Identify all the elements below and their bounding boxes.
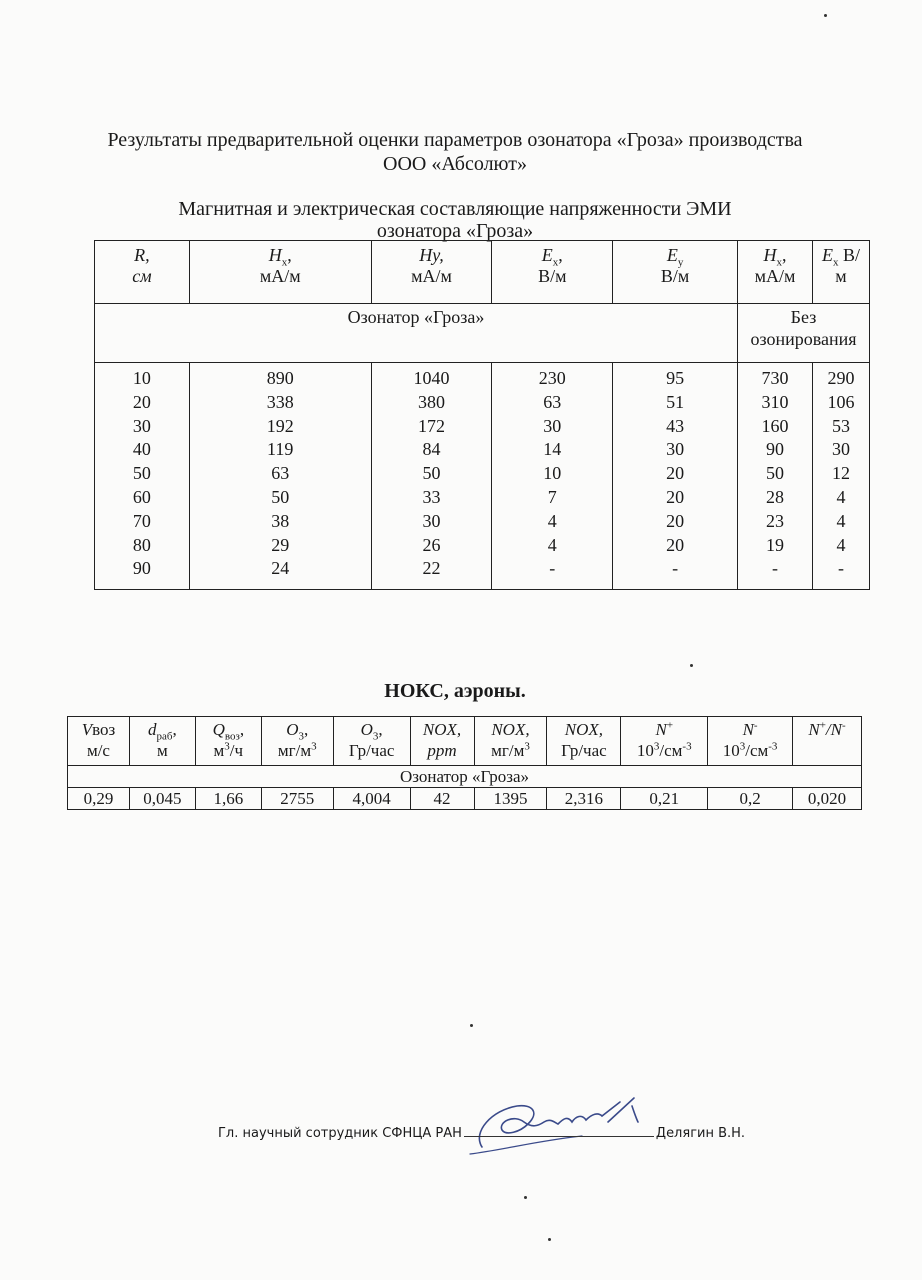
emi-cell-value: 20: [666, 510, 685, 531]
signature-line: [218, 1126, 745, 1141]
emi-cell-value: 192: [266, 415, 294, 436]
scan-speck: [824, 14, 827, 17]
emi-cell-value: -: [549, 558, 556, 579]
emi-cell-value: 60: [132, 486, 151, 507]
emi-cell-value: 10: [543, 463, 562, 484]
emi-cell-value: 20: [666, 463, 685, 484]
scan-speck: [690, 664, 693, 667]
noks-value: 0,29: [68, 788, 130, 810]
emi-cell-value: 30: [666, 439, 685, 460]
emi-cell-value: 730: [761, 368, 789, 388]
header-d: $d_{раб}$, м: [129, 717, 195, 766]
header-n-ratio: N+/N-: [793, 717, 862, 766]
signature-blank: [464, 1136, 654, 1137]
emi-cell-value: 338: [266, 391, 294, 412]
noks-group-row: [68, 766, 862, 788]
emi-cell-value: 4: [547, 510, 557, 531]
header-o3-mg: $O_3$, $мг/м^3$: [261, 717, 333, 766]
group-without-ozonation: Без озонирования: [738, 304, 870, 363]
scan-speck: [548, 1238, 551, 1241]
emi-cell-value: 290: [827, 368, 855, 388]
header-ey: $E_y$ В/м: [613, 241, 738, 304]
header-nox-mg: NOX, $мг/м^3$: [474, 717, 547, 766]
emi-cell-value: 380: [417, 391, 445, 412]
emi-cell-value: 95: [666, 368, 685, 388]
emi-cell-value: 50: [132, 463, 151, 484]
emi-cell-value: 172: [417, 415, 445, 436]
emi-cell-value: 90: [132, 558, 151, 579]
header-v: Vвоз м/с: [68, 717, 130, 766]
emi-cell-value: 230: [538, 368, 566, 388]
column-ey: [613, 363, 738, 590]
column-hx-without: [738, 363, 813, 590]
emi-cell-value: 63: [543, 391, 562, 412]
emi-cell-value: -: [771, 558, 778, 579]
emi-cell-value: 30: [132, 415, 151, 436]
column-hx: [189, 363, 371, 590]
emi-cell-value: 14: [543, 439, 562, 460]
signer-position: Гл. научный сотрудник СФНЦА РАН: [218, 1126, 462, 1141]
noks-value: 2755: [261, 788, 333, 810]
title-line-2: ООО «Абсолют»: [383, 153, 527, 175]
noks-heading: НОКС, аэроны.: [384, 680, 526, 702]
emi-cell-value: 22: [422, 558, 441, 579]
header-ex-without: $E_x$ В/ м: [812, 241, 869, 304]
emi-cell-value: 12: [831, 463, 850, 484]
emi-cell-value: 50: [422, 463, 441, 484]
caption-line-2: озонатора «Гроза»: [376, 220, 534, 242]
title-line-1: Результаты предварительной оценки параметров озонатора «Гроза» производства: [107, 129, 803, 151]
emi-cell-value: 51: [666, 391, 685, 412]
noks-value: 0,21: [621, 788, 708, 810]
emi-cell-value: 43: [666, 415, 685, 436]
emi-table-caption: [60, 198, 850, 242]
emi-cell-value: 70: [132, 510, 151, 531]
emi-cell-value: 80: [132, 534, 151, 555]
group-ozonator: Озонатор «Гроза»: [95, 304, 738, 363]
emi-cell-value: 20: [666, 534, 685, 555]
scan-speck: [470, 1024, 473, 1027]
noks-value: 1395: [474, 788, 547, 810]
noks-value: 1,66: [195, 788, 261, 810]
noks-table: [67, 716, 862, 810]
noks-value: 0,020: [793, 788, 862, 810]
column-ex-without: [812, 363, 869, 590]
emi-cell-value: 53: [831, 415, 850, 436]
emi-group-row: [95, 304, 870, 363]
noks-header-row: [68, 717, 862, 766]
noks-value: 0,045: [129, 788, 195, 810]
header-o3-gr: $O_3$, Гр/час: [333, 717, 410, 766]
emi-cell-value: 4: [836, 486, 846, 507]
noks-value: 42: [410, 788, 474, 810]
signer-name: Делягин В.Н.: [655, 1126, 746, 1141]
header-ex: $E_x$, В/м: [492, 241, 613, 304]
emi-cell-value: 106: [827, 391, 855, 412]
emi-values-row: [95, 363, 870, 590]
emi-cell-value: 4: [547, 534, 557, 555]
emi-cell-value: 90: [765, 439, 784, 460]
header-hx-without: $H_x$, мА/м: [738, 241, 813, 304]
emi-cell-value: 19: [765, 534, 784, 555]
emi-cell-value: 310: [761, 391, 789, 412]
column-hy: [371, 363, 492, 590]
emi-cell-value: 30: [543, 415, 562, 436]
emi-cell-value: 890: [266, 368, 294, 388]
header-r: R, см: [95, 241, 190, 304]
emi-cell-value: 1040: [413, 368, 450, 388]
noks-value: 0,2: [708, 788, 793, 810]
noks-group-ozonator: Озонатор «Гроза»: [68, 766, 862, 788]
emi-cell-value: 26: [422, 534, 441, 555]
emi-cell-value: 50: [271, 486, 290, 507]
caption-line-1: Магнитная и электрическая составляющие напряженности ЭМИ: [178, 198, 732, 220]
emi-cell-value: -: [672, 558, 679, 579]
emi-cell-value: 28: [765, 486, 784, 507]
emi-cell-value: 30: [831, 439, 850, 460]
scan-speck: [524, 1196, 527, 1199]
noks-value: 4,004: [333, 788, 410, 810]
header-n-plus: N+ $10^3/см^{-3}$: [621, 717, 708, 766]
emi-cell-value: 119: [267, 439, 294, 460]
noks-value: 2,316: [547, 788, 621, 810]
column-ex: [492, 363, 613, 590]
header-nox-gr: NOX, Гр/час: [547, 717, 621, 766]
emi-cell-value: 30: [422, 510, 441, 531]
emi-cell-value: 24: [271, 558, 290, 579]
noks-values-row: [68, 788, 862, 810]
emi-cell-value: 84: [422, 439, 441, 460]
column-r: [95, 363, 190, 590]
header-hy: Hy, мА/м: [371, 241, 492, 304]
header-q: $Q_{воз}$, $м^3/ч$: [195, 717, 261, 766]
header-hx: $H_x$, мА/м: [189, 241, 371, 304]
emi-header-row: [95, 241, 870, 304]
header-n-minus: N- $10^3/см^{-3}$: [708, 717, 793, 766]
emi-cell-value: 20: [132, 391, 151, 412]
emi-cell-value: 10: [132, 368, 151, 388]
emi-cell-value: 38: [271, 510, 290, 531]
emi-cell-value: 160: [761, 415, 789, 436]
emi-cell-value: 29: [271, 534, 290, 555]
header-nox-ppm: NOX, ppm: [410, 717, 474, 766]
emi-cell-value: 7: [547, 486, 557, 507]
emi-table: [94, 240, 870, 590]
emi-cell-value: 63: [271, 463, 290, 484]
emi-cell-value: -: [837, 558, 844, 579]
emi-cell-value: 40: [132, 439, 151, 460]
document-title: [60, 128, 850, 176]
emi-cell-value: 23: [765, 510, 784, 531]
emi-cell-value: 20: [666, 486, 685, 507]
emi-cell-value: 50: [765, 463, 784, 484]
emi-cell-value: 33: [422, 486, 441, 507]
emi-cell-value: 4: [836, 510, 846, 531]
emi-cell-value: 4: [836, 534, 846, 555]
